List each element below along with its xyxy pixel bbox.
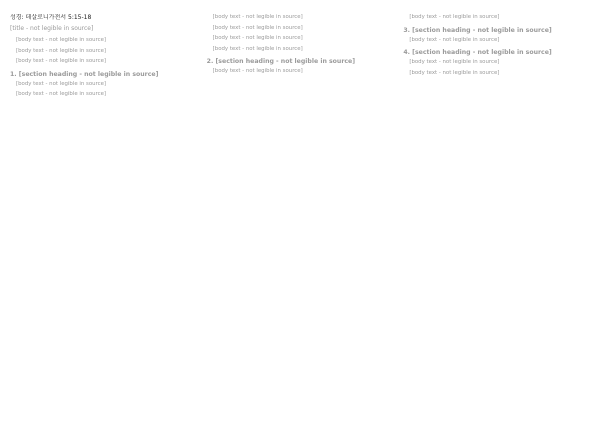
body-paragraph: [body text - not legible in source] [212, 24, 303, 31]
body-paragraph: [body text - not legible in source] [212, 68, 303, 75]
sermon-title: [title - not legible in source] [10, 25, 94, 32]
body-paragraph: [body text - not legible in source] [212, 14, 303, 20]
body-paragraph: [body text - not legible in source] [16, 47, 107, 54]
body-paragraph: [body text - not legible in source] [212, 45, 303, 52]
body-paragraph: [body text - not legible in source] [409, 14, 500, 20]
body-paragraph: [body text - not legible in source] [212, 35, 303, 42]
body-paragraph: [body text - not legible in source] [409, 69, 500, 76]
text-column-left [10, 14, 197, 416]
body-paragraph: [body text - not legible in source] [16, 37, 107, 43]
section-heading: 2. [section heading - not legible in source] [206, 58, 356, 66]
scripture-reference: 성경: 데살로니가전서 5:15-18 [10, 14, 92, 21]
text-column-middle [207, 14, 394, 416]
section-heading: 3. [section heading - not legible in source] [403, 26, 552, 34]
body-paragraph: [body text - not legible in source] [16, 91, 107, 98]
section-heading: 1. [section heading - not legible in source] [10, 70, 159, 78]
body-paragraph: [body text - not legible in source] [409, 36, 500, 43]
body-paragraph: [body text - not legible in source] [409, 59, 500, 66]
section-heading: 4. [section heading - not legible in source] [403, 49, 552, 57]
body-paragraph: [body text - not legible in source] [16, 58, 107, 65]
body-paragraph: [body text - not legible in source] [16, 80, 107, 87]
text-column-right [403, 14, 590, 416]
